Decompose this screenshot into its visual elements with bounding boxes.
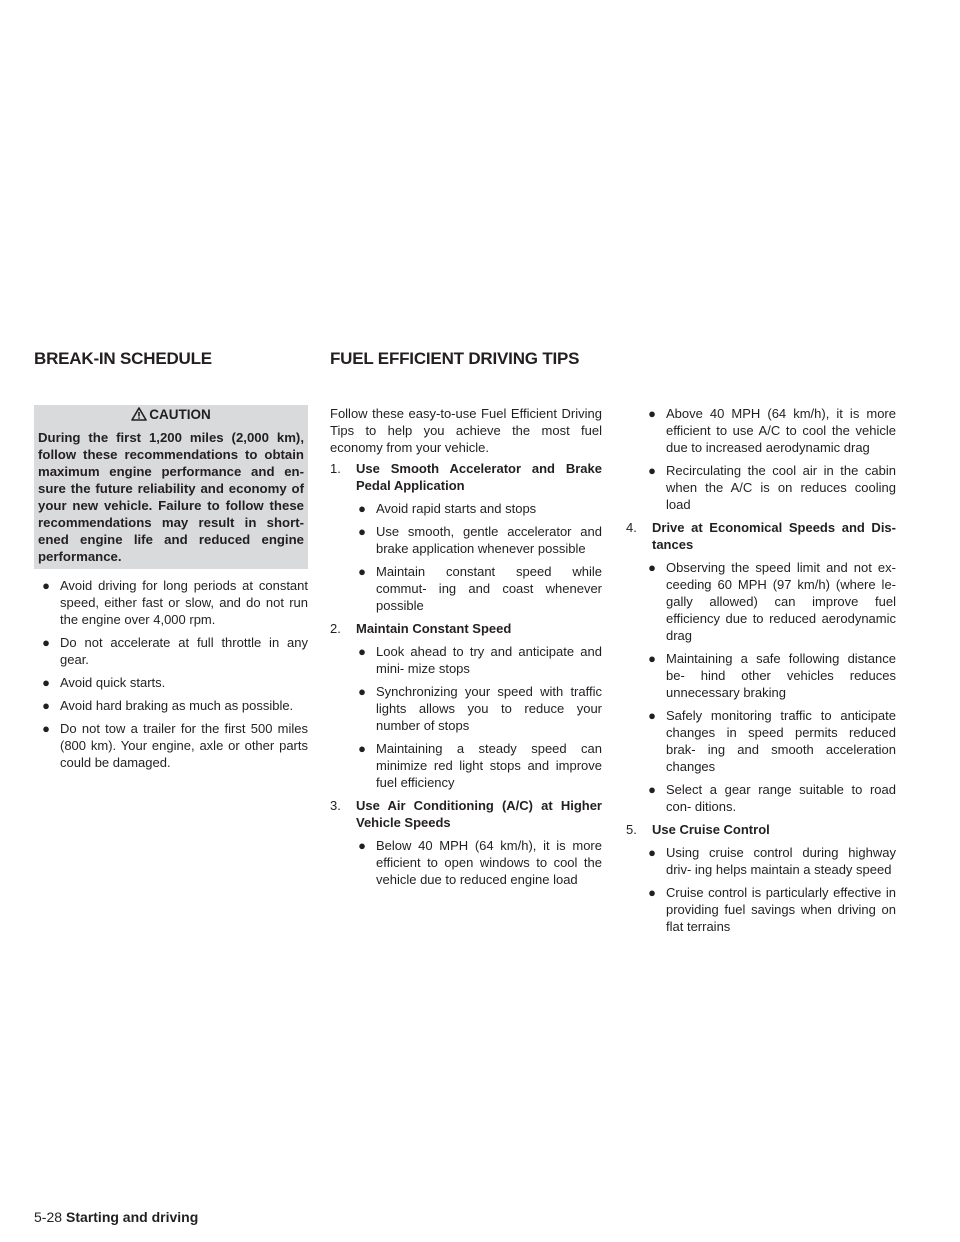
list-item: ● Recirculating the cool air in the cabin when the A/C is on reduces cooling load [646,462,896,513]
list-item: ● Avoid hard braking as much as possible. [40,697,308,714]
list-item: ● Select a gear range suitable to road con- ditions. [646,781,896,815]
list-item: ● Maintaining a safe following distance be- hind other vehicles reduces unnecessary braking [646,650,896,701]
tip-heading: 3. Use Air Conditioning (A/C) at Higher Vehicle Speeds [330,798,602,830]
bullet-icon: ● [42,698,50,713]
bullet-icon: ● [358,644,366,659]
section-heading-fuel-tips: FUEL EFFICIENT DRIVING TIPS [330,349,580,368]
fuel-intro: Follow these easy-to-use Fuel Efficient Driving Tips to help you achieve the most fuel economy from your vehicle. [330,406,602,455]
break-in-list [34,577,308,771]
caution-text: During the first 1,200 miles (2,000 km), follow these recommendations to obtain maximum engine performance and en- sure the future reliability and economy of your new vehicle. Failure to follow these recommendations may result in short- ened engine life and reduced engine performance. [38,430,304,564]
bullet-icon: ● [648,560,656,575]
list-item: ● Below 40 MPH (64 km/h), it is more efficient to open windows to cool the vehicle due to reduced engine load [356,837,602,888]
warning-triangle-icon [131,407,147,421]
tip-heading: 5. Use Cruise Control [626,822,770,837]
tip-heading: 1. Use Smooth Accelerator and Brake Pedal Application [330,461,602,493]
list-item: ● Cruise control is particularly effective in providing fuel savings when driving on flat terrains [646,884,896,935]
bullet-icon: ● [358,524,366,539]
bullet-icon: ● [648,782,656,797]
page-footer [34,1209,198,1226]
bullet-icon: ● [358,501,366,516]
fuel-tips-column-2 [626,405,896,941]
list-item: ● Maintain constant speed while commut- ing and coast whenever possible [356,563,602,614]
list-item: ● Using cruise control during highway driv- ing helps maintain a steady speed [646,844,896,878]
bullet-icon: ● [648,845,656,860]
list-item: ● Avoid driving for long periods at constant speed, either fast or slow, and do not run the engine over 4,000 rpm. [40,577,308,628]
list-item: ● Avoid quick starts. [40,674,308,691]
list-item: ● Do not accelerate at full throttle in any gear. [40,634,308,668]
bullet-icon: ● [648,708,656,723]
page-number: 5-28 [34,1209,63,1225]
bullet-icon: ● [358,838,366,853]
bullet-icon: ● [648,406,656,421]
list-item: ● Synchronizing your speed with traffic lights allows you to reduce your number of stops [356,683,602,734]
section-name: Starting and driving [66,1209,199,1225]
list-item: ● Look ahead to try and anticipate and mini- mize stops [356,643,602,677]
bullet-icon: ● [648,885,656,900]
list-item: ● Do not tow a trailer for the first 500 miles (800 km). Your engine, axle or other parts could be damaged. [40,720,308,771]
list-item: ● Avoid rapid starts and stops [356,500,602,517]
bullet-icon: ● [42,578,50,593]
list-item: ● Safely monitoring traffic to anticipate changes in speed permits reduced brak- ing and smooth acceleration changes [646,707,896,775]
caution-header [34,405,308,425]
caution-box [34,405,308,569]
bullet-icon: ● [358,684,366,699]
break-in-column [34,405,308,777]
list-item: ● Use smooth, gentle accelerator and brake application whenever possible [356,523,602,557]
fuel-tips-column-1 [330,405,602,894]
bullet-icon: ● [648,651,656,666]
bullet-icon: ● [42,635,50,650]
bullet-icon: ● [648,463,656,478]
section-heading-break-in: BREAK-IN SCHEDULE [34,349,212,368]
list-item: ● Above 40 MPH (64 km/h), it is more efficient to use A/C to cool the vehicle due to increased aerodynamic drag [646,405,896,456]
bullet-icon: ● [358,564,366,579]
bullet-icon: ● [42,721,50,736]
tip-heading: 2. Maintain Constant Speed [330,621,512,636]
caution-title: CAUTION [149,407,211,422]
bullet-icon: ● [42,675,50,690]
list-item: ● Observing the speed limit and not ex- ceeding 60 MPH (97 km/h) (where le- gally allowed) can improve fuel efficiency due to reduced aerodynamic drag [646,559,896,644]
tip-heading: 4. Drive at Economical Speeds and Dis- tances [626,520,896,552]
bullet-icon: ● [358,741,366,756]
list-item: ● Maintaining a steady speed can minimize red light stops and improve fuel efficiency [356,740,602,791]
